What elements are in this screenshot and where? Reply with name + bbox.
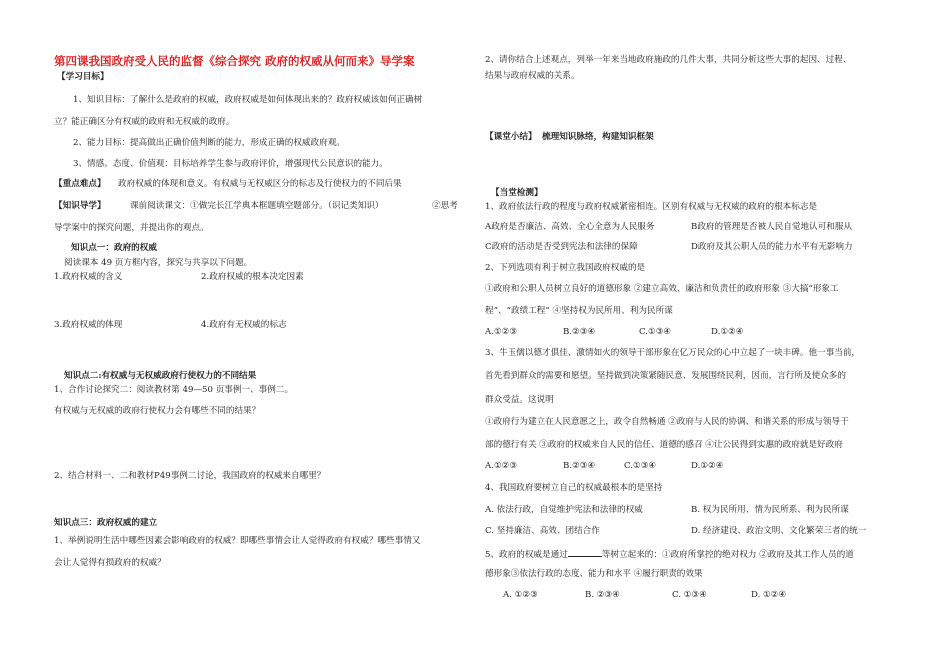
test-3-option-d: D.①②④: [691, 461, 724, 471]
test-1-option-d: D政府及其公职人员的能力水平有无影响力: [691, 242, 853, 252]
test-5-option-c: C. ①③④: [672, 590, 707, 600]
knowledge-point-1-intro: 阅读课本 49 页方框内容，探究与共享以下问题。: [64, 258, 253, 268]
test-3-line5: 部的德行有关 ③政府的权威来自人民的信任、道德的感召 ④让公民得到实惠的政府就是好政府: [485, 440, 843, 450]
test-3-option-b: B.②③④: [563, 461, 596, 471]
summary-label: 【课堂小结】: [485, 132, 537, 142]
test-2-option-d: D.①②④: [711, 327, 744, 337]
knowledge-point-1-title: 知识点一：政府的权威: [71, 243, 157, 253]
kp2-question-2: 2、结合材料一、二和教材P49事例二讨论，我国政府的权威来自哪里？: [54, 471, 326, 481]
test-5-stem-pre: 5、政府的权威是通过: [485, 550, 568, 560]
test-1-option-b: B政府的管理是否被人民自觉地认可和服从: [691, 222, 853, 232]
summary-text: 梳理知识脉络，构建知识框架: [542, 132, 654, 142]
kp1-question-2: 2.政府权威的根本决定因素: [201, 272, 304, 282]
test-3-line3: 群众受益。这说明: [485, 395, 554, 405]
kp1-question-3: 3.政府权威的体现: [54, 320, 123, 330]
test-5-stem: [485, 548, 854, 561]
test-5-line2: 德形象③依法行政的态度、能力和水平 ④履行职责的效果: [485, 569, 703, 579]
test-1-stem: 1、政府依法行政的程度与政府权威紧密相连。区别有权威与无权威的政府的根本标志是: [485, 202, 818, 212]
test-3-line2: 首先看到群众的需要和愿望。坚持做到决策紧随民意、发展围绕民利，因而，言行所及使众多的: [485, 371, 846, 381]
test-5-option-b: B. ②③④: [585, 590, 620, 600]
kp3-question-1-line2: 会让人觉得有损政府的权威？: [54, 558, 166, 568]
test-3-option-a: A.①②③: [485, 461, 518, 471]
test-4-option-c: C. 坚持廉洁、高效、团结合作: [485, 526, 600, 536]
guide-label: 【知识导学】: [54, 201, 106, 211]
q2-line2: 结果与政府权威的关系。: [485, 71, 580, 81]
knowledge-point-2-title: 知识点二:有权威与无权威政府行使权力的不同结果: [64, 371, 257, 381]
objective-ability: 2、能力目标：提高做出正确价值判断的能力，形成正确的权威政府观。: [73, 138, 345, 148]
test-3-line1: 3、牛玉儒以德才俱佳、激情如火的领导干部形象在亿万民众的心中立起了一块丰碑。他一事当前，: [485, 348, 861, 358]
guide-text-2: ②思考: [432, 201, 458, 211]
objective-knowledge-line1: 1、知识目标：了解什么是政府的权威，政府权威是如何体现出来的？政府权威该如何正确树: [73, 95, 423, 105]
test-5-stem-post: 等树立起来的：①政府所掌控的绝对权力 ②政府及其工作人员的道: [601, 550, 854, 560]
test-3-option-c: C.①③④: [624, 461, 657, 471]
test-4-option-a: A. 依法行政，自觉维护宪法和法律的权威: [485, 505, 643, 515]
page-title: 第四课我国政府受人民的监督《综合探究 政府的权威从何而来》导学案: [54, 54, 415, 68]
q2-line1: 2、请你结合上述观点，列举一年来当地政府施政的几件大事，共同分析这些大事的起因、过程、: [485, 55, 852, 65]
test-2-option-a: A.①②③: [485, 327, 518, 337]
kp1-question-4: 4.政府有无权威的标志: [201, 320, 287, 330]
guide-line-2: 导学案中的探究问题，并提出你的观点。: [54, 223, 209, 233]
test-header: 【当堂检测】: [491, 188, 543, 198]
guide-text-1: 课前阅读课文：①做完长江学典本框题填空题部分。（识记类知识）: [130, 201, 384, 211]
knowledge-point-3-title: 知识点三：政府权威的建立: [54, 518, 158, 528]
kp3-question-1-line1: 1、举例说明生活中哪些因素会影响政府的权威？即哪些事情会让人觉得政府有权威？哪些事情又: [54, 536, 421, 546]
key-points-text: 政府权威的体现和意义。有权威与无权威区分的标志及行使权力的不同后果: [118, 179, 402, 189]
objectives-header: 【学习目标】: [57, 72, 109, 82]
test-5-option-a: A. ①②③: [503, 590, 538, 600]
test-5-blank: [568, 548, 602, 557]
test-2-option-c: C.①③④: [639, 327, 672, 337]
test-2-option-b: B.②③④: [563, 327, 596, 337]
test-3-line4: ①政府行为建立在人民意愿之上，政令自然畅通 ②政府与人民的协调、和谐关系的形成与领导干: [485, 417, 849, 427]
test-2-stem: 2、下列选项有利于树立我国政府权威的是: [485, 263, 646, 273]
objective-knowledge-line2: 立？能正确区分有权威的政府和无权威的政府。: [54, 117, 235, 127]
test-4-option-b: B. 权为民所用、情为民所系、利为民所谋: [691, 505, 849, 515]
test-5-option-d: D. ①②④: [751, 590, 787, 600]
test-4-option-d: D. 经济建设、政治文明、文化繁荣三者的统一: [691, 526, 867, 536]
objective-attitude: 3、情感、态度、价值观：目标培养学生参与政府评价，增强现代公民意识的能力。: [73, 159, 388, 169]
key-points-label: 【重点难点】: [54, 179, 106, 189]
test-1-option-a: A政府是否廉洁、高效、全心全意为人民服务: [485, 222, 655, 232]
kp2-question-1-line1: 1、合作讨论探究二：阅读教材第 49—50 页事例一、事例二。: [54, 385, 294, 395]
test-2-line3: 程”、“政绩工程” ④坚持权为民所用、利为民所谋: [485, 306, 673, 316]
test-4-stem: 4、我国政府要树立自己的权威最根本的是坚持: [485, 483, 663, 493]
kp2-question-1-line2: 有权威与无权威的政府行使权力会有哪些不同的结果？: [54, 406, 261, 416]
test-2-line2: ①政府和公职人员树立良好的道德形象 ②建立高效、廉洁和负责任的政府形象 ③大搞“形象工: [485, 284, 839, 294]
kp1-question-1: 1.政府权威的含义: [54, 272, 123, 282]
test-1-option-c: C政府的活动是否受到宪法和法律的保障: [485, 242, 638, 252]
